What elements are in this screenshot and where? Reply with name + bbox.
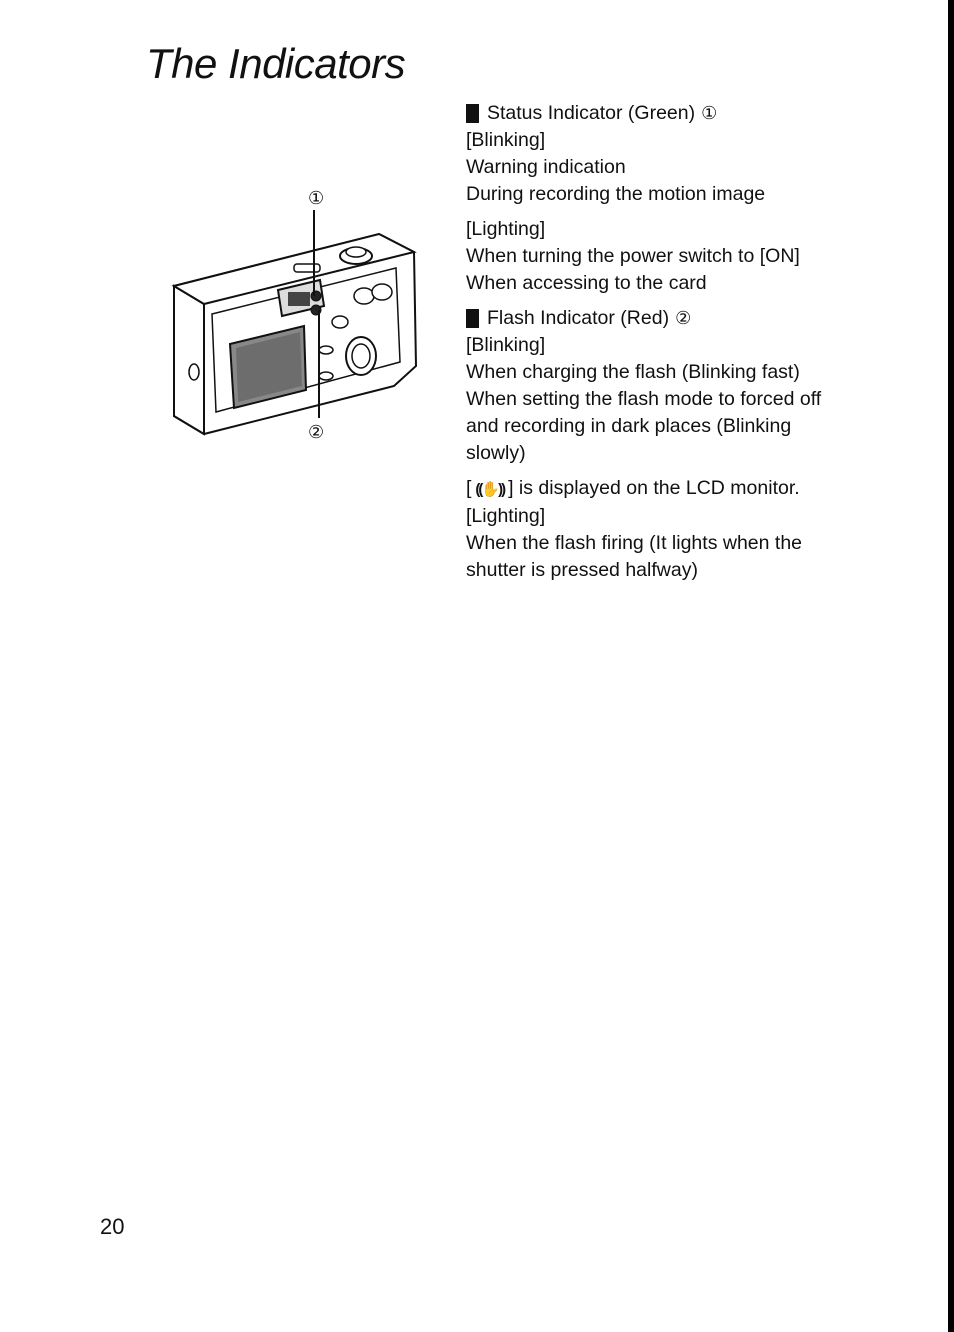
section-bullet-icon	[466, 104, 479, 123]
status-blinking-item: Warning indication	[466, 156, 626, 178]
flash-indicator-marker: ②	[675, 308, 692, 328]
status-lighting-item: When accessing to the card	[466, 272, 707, 294]
shake-warning-icon: ((✋))	[475, 481, 505, 498]
lcd-note	[466, 475, 866, 503]
flash-indicator-title: Flash Indicator (Red)	[487, 307, 670, 329]
status-blinking-item: During recording the motion image	[466, 183, 766, 205]
status-blinking-label: [Blinking]	[466, 129, 546, 151]
flash-blinking-label: [Blinking]	[466, 334, 546, 356]
flash-blinking-item: When setting the flash mode to forced off	[466, 388, 822, 410]
page-edge-rule	[948, 0, 954, 1332]
flash-blinking-item: and recording in dark places (Blinking	[466, 415, 792, 437]
flash-blinking-item: When charging the flash (Blinking fast)	[466, 361, 800, 383]
flash-lighting-item: When the flash firing (It lights when the	[466, 532, 803, 554]
camera-illustration	[164, 186, 434, 446]
status-indicator-heading	[466, 100, 866, 127]
flash-indicator-heading	[466, 305, 866, 332]
flash-blinking-item: slowly)	[466, 442, 526, 464]
status-indicator-marker: ①	[701, 103, 718, 123]
lcd-note-prefix: [	[466, 477, 472, 499]
page-number: 20	[100, 1214, 125, 1239]
page-title: The Indicators	[146, 40, 406, 87]
status-indicator-title: Status Indicator (Green)	[487, 102, 696, 124]
flash-lighting-item: shutter is pressed halfway)	[466, 559, 698, 581]
section-bullet-icon	[466, 309, 479, 328]
status-lighting-label: [Lighting]	[466, 218, 546, 240]
flash-lighting-label: [Lighting]	[466, 505, 546, 527]
status-indicator-lamp	[311, 291, 321, 301]
lcd-note-text: ] is displayed on the LCD monitor.	[508, 477, 800, 499]
status-lighting-item: When turning the power switch to [ON]	[466, 245, 800, 267]
callout-1-label: ①	[308, 188, 325, 209]
indicator-descriptions	[466, 100, 866, 584]
callout-2-label: ②	[308, 422, 325, 443]
